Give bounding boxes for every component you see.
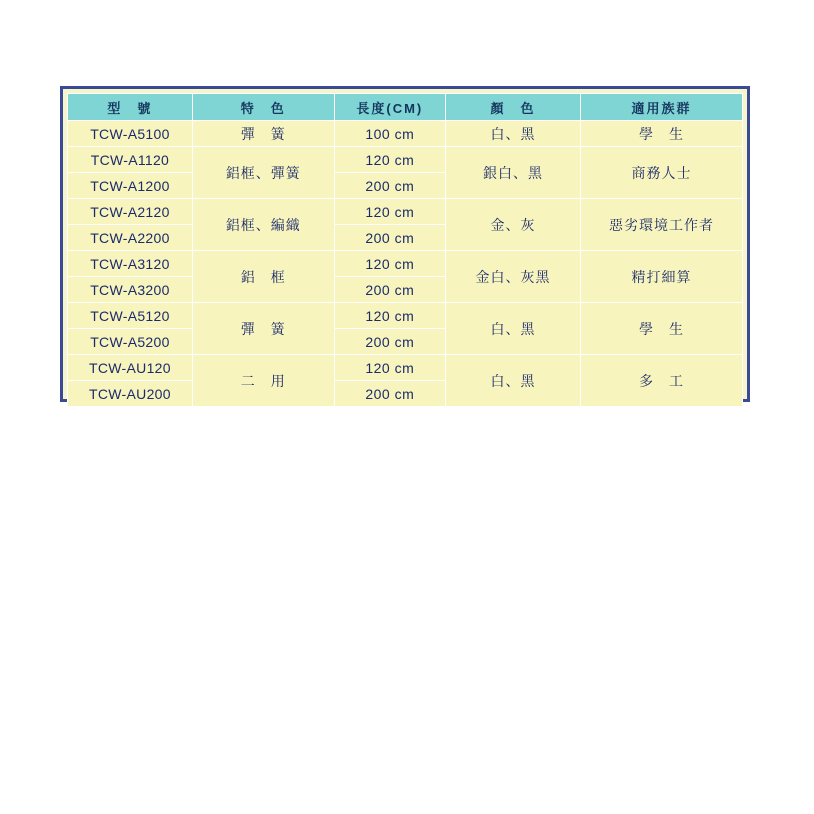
cell-model: TCW-A3200 <box>68 277 193 303</box>
cell-model: TCW-A1200 <box>68 173 193 199</box>
column-header-model: 型 號 <box>68 94 193 121</box>
cell-length: 200 cm <box>334 277 445 303</box>
spec-table-frame <box>60 86 750 402</box>
table-row <box>68 121 743 147</box>
cell-model: TCW-AU120 <box>68 355 193 381</box>
cell-target: 學 生 <box>581 303 743 355</box>
table-header <box>68 94 743 121</box>
cell-color: 銀白、黑 <box>446 147 581 199</box>
table-row <box>68 355 743 381</box>
cell-target: 學 生 <box>581 121 743 147</box>
table-body <box>68 121 743 407</box>
cell-target: 精打細算 <box>581 251 743 303</box>
table-header-row <box>68 94 743 121</box>
cell-target: 商務人士 <box>581 147 743 199</box>
cell-length: 120 cm <box>334 147 445 173</box>
cell-model: TCW-A5200 <box>68 329 193 355</box>
specification-table <box>67 93 743 407</box>
column-header-target: 適用族群 <box>581 94 743 121</box>
table-row <box>68 251 743 277</box>
column-header-color: 顏 色 <box>446 94 581 121</box>
cell-feature: 彈 簧 <box>192 121 334 147</box>
cell-feature: 鋁 框 <box>192 251 334 303</box>
cell-length: 120 cm <box>334 355 445 381</box>
cell-length: 200 cm <box>334 173 445 199</box>
cell-color: 白、黑 <box>446 121 581 147</box>
cell-model: TCW-A2200 <box>68 225 193 251</box>
cell-color: 白、黑 <box>446 355 581 407</box>
table-row <box>68 147 743 173</box>
cell-color: 金、灰 <box>446 199 581 251</box>
cell-length: 100 cm <box>334 121 445 147</box>
table-row <box>68 199 743 225</box>
cell-model: TCW-A3120 <box>68 251 193 277</box>
cell-model: TCW-A5120 <box>68 303 193 329</box>
cell-feature: 鋁框、編織 <box>192 199 334 251</box>
cell-model: TCW-A5100 <box>68 121 193 147</box>
cell-target: 多 工 <box>581 355 743 407</box>
cell-color: 白、黑 <box>446 303 581 355</box>
cell-feature: 彈 簧 <box>192 303 334 355</box>
cell-feature: 二 用 <box>192 355 334 407</box>
column-header-feature: 特 色 <box>192 94 334 121</box>
cell-model: TCW-A2120 <box>68 199 193 225</box>
cell-color: 金白、灰黑 <box>446 251 581 303</box>
cell-length: 200 cm <box>334 329 445 355</box>
cell-model: TCW-AU200 <box>68 381 193 407</box>
column-header-length: 長度(CM) <box>334 94 445 121</box>
cell-target: 惡劣環境工作者 <box>581 199 743 251</box>
cell-length: 120 cm <box>334 199 445 225</box>
table-row <box>68 303 743 329</box>
cell-feature: 鋁框、彈簧 <box>192 147 334 199</box>
cell-length: 200 cm <box>334 225 445 251</box>
cell-length: 200 cm <box>334 381 445 407</box>
cell-length: 120 cm <box>334 251 445 277</box>
cell-model: TCW-A1120 <box>68 147 193 173</box>
cell-length: 120 cm <box>334 303 445 329</box>
